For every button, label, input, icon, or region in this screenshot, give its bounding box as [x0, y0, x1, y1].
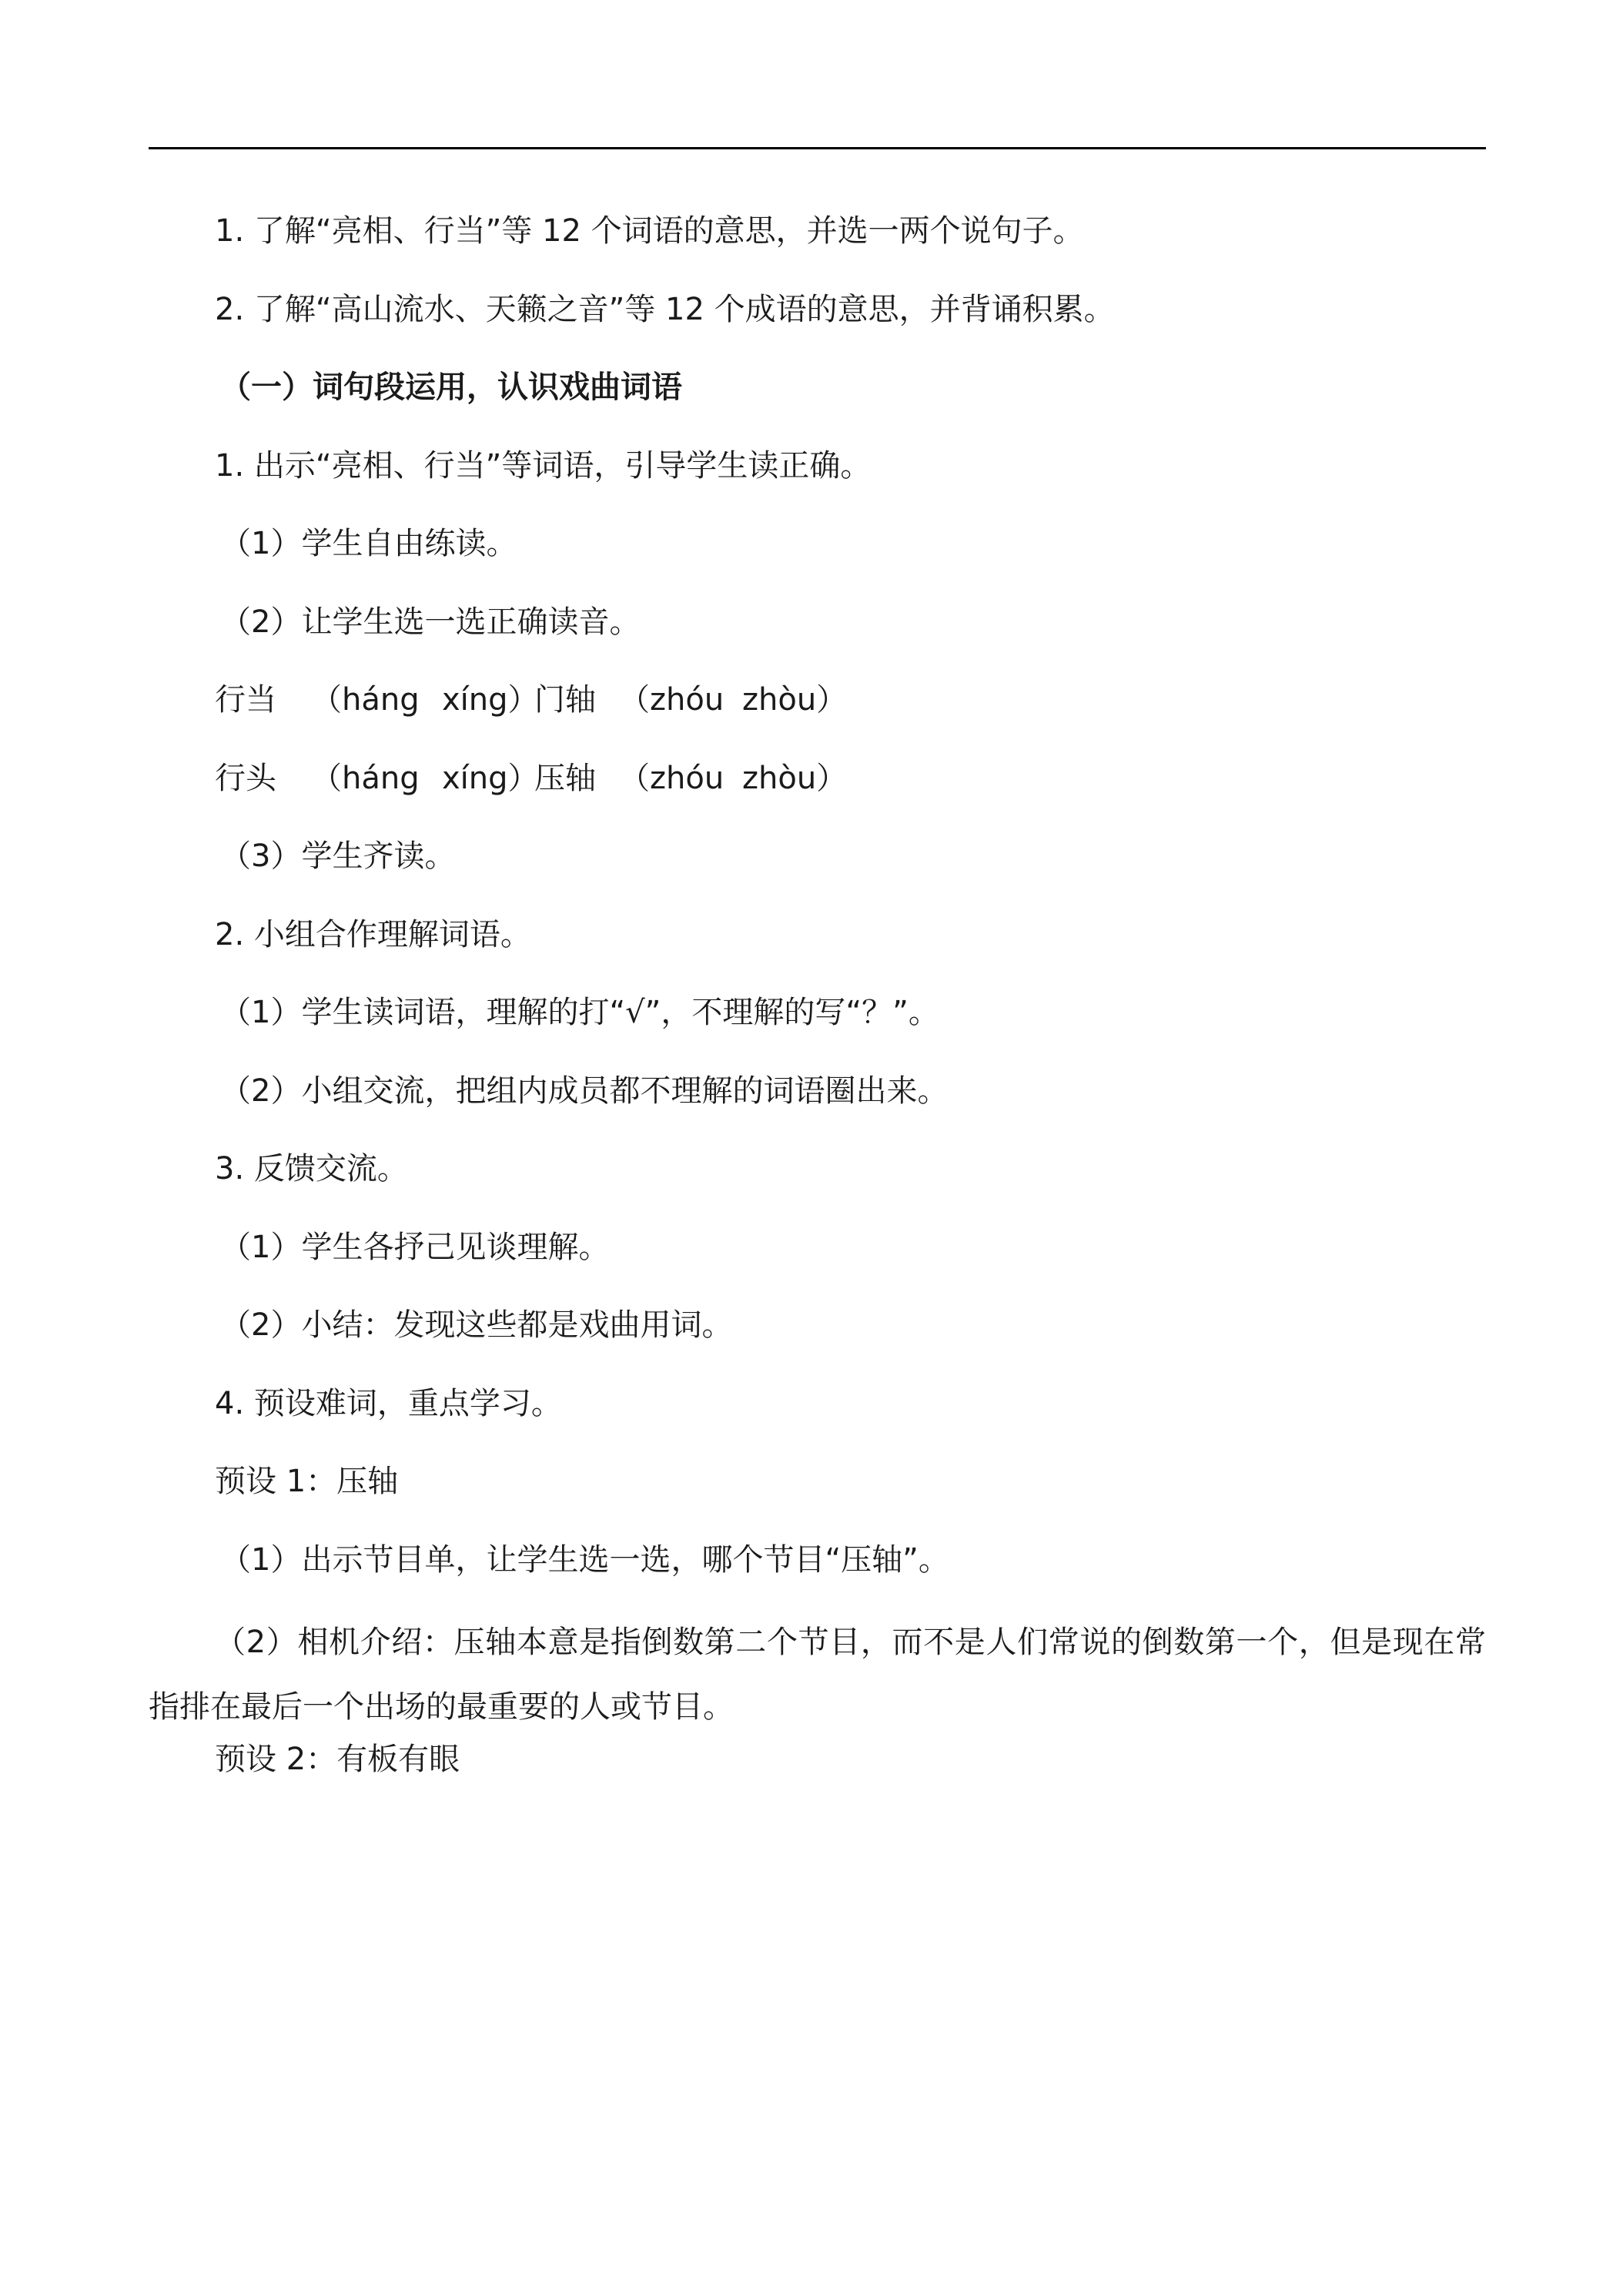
pinyin-option: （zhóu [619, 682, 724, 718]
pinyin-option: （háng [311, 682, 420, 718]
step1-sub2: （2）让学生选一选正确读音。 [220, 604, 641, 640]
step4-title: 4. 预设难词，重点学习。 [215, 1385, 562, 1421]
step1-sub3: （3）学生齐读。 [220, 838, 456, 874]
pinyin-option: xíng） [442, 760, 539, 796]
step1-title: 1. 出示“亮相、行当”等词语，引导学生读正确。 [215, 447, 872, 484]
section-title: （一）词句段运用，认识戏曲词语 [220, 370, 682, 405]
step1-sub1: （1）学生自由练读。 [220, 526, 517, 561]
step2-title: 2. 小组合作理解词语。 [215, 916, 531, 952]
pinyin-word: 门轴 [534, 682, 596, 718]
document-body [149, 208, 1486, 1814]
pinyin-option: xíng） [442, 682, 539, 718]
header-rule [149, 147, 1486, 149]
pinyin-word: 压轴 [534, 760, 596, 796]
preset-1: 预设 1：压轴 [215, 1464, 399, 1499]
pinyin-word: 行头 [215, 760, 276, 796]
preset-2: 预设 2：有板有眼 [215, 1741, 460, 1777]
pinyin-option: （zhóu [619, 760, 724, 796]
pinyin-word: 行当 [215, 682, 276, 718]
step3-title: 3. 反馈交流。 [215, 1151, 408, 1186]
goal-1: 1. 了解“亮相、行当”等 12 个词语的意思，并选一两个说句子。 [215, 213, 1084, 249]
goal-2: 2. 了解“高山流水、天籁之音”等 12 个成语的意思，并背诵积累。 [215, 291, 1115, 327]
pinyin-row-1 [149, 677, 1486, 755]
pinyin-option: （háng [311, 760, 420, 796]
preset1-sub2: （2）相机介绍：压轴本意是指倒数第二个节目，而不是人们常说的倒数第一个，但是现在常指排在最后一个出场的最重要的人或节目。 [149, 1624, 1486, 1725]
step3-sub1: （1）学生各抒己见谈理解。 [220, 1229, 610, 1265]
step2-sub2: （2）小组交流，把组内成员都不理解的词语圈出来。 [220, 1073, 949, 1109]
step3-sub2: （2）小结：发现这些都是戏曲用词。 [220, 1307, 733, 1343]
pinyin-row-2 [149, 755, 1486, 834]
preset1-sub1: （1）出示节目单，让学生选一选，哪个节目“压轴”。 [220, 1541, 949, 1578]
step2-sub1: （1）学生读词语，理解的打“√”，不理解的写“？”。 [220, 995, 939, 1030]
pinyin-option: zhòu） [742, 760, 848, 796]
pinyin-option: zhòu） [742, 682, 848, 718]
